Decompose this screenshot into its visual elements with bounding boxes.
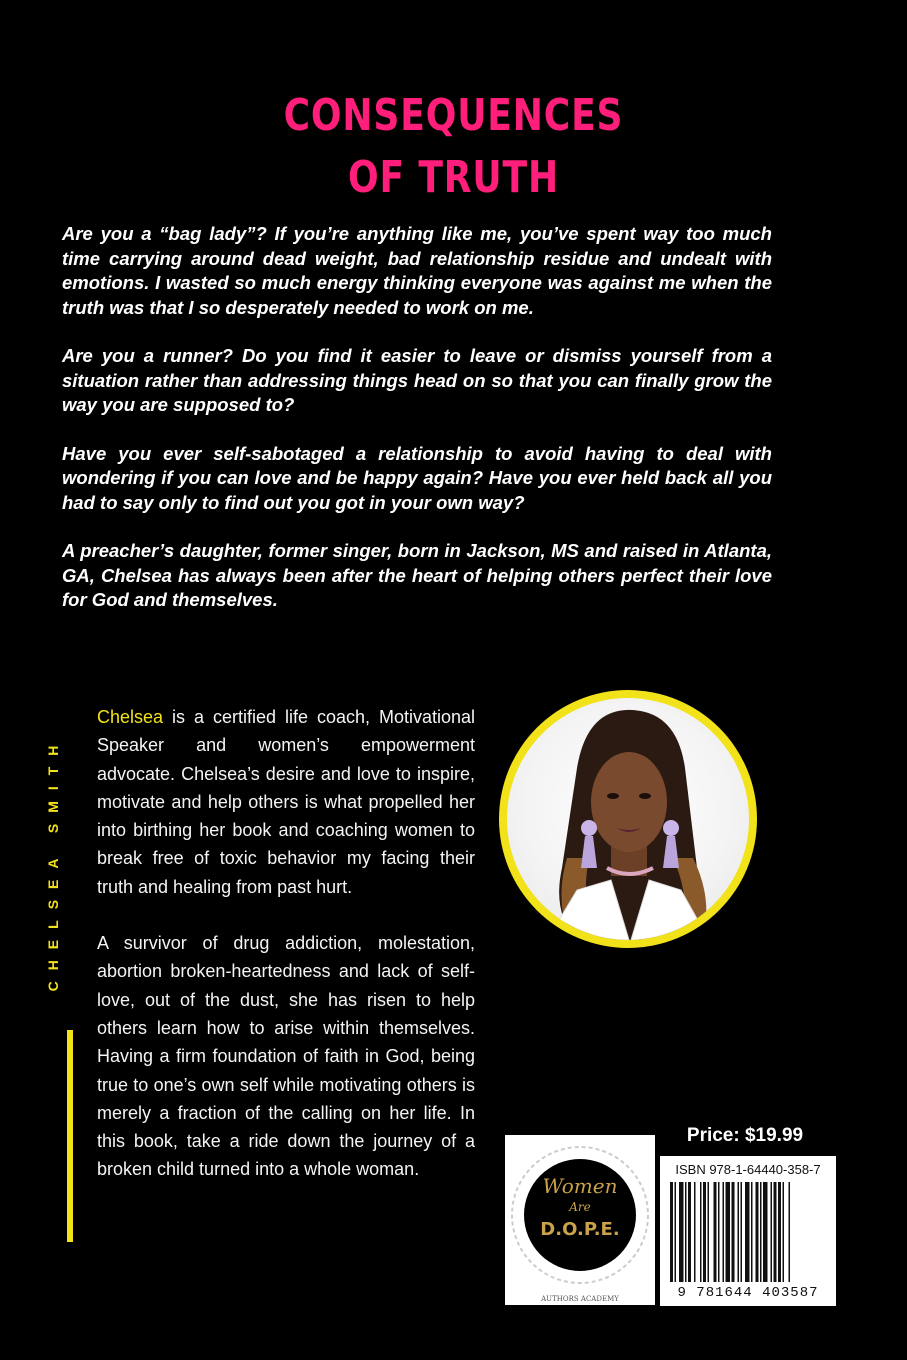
barcode-bar [723, 1182, 725, 1282]
barcode-bar [732, 1182, 735, 1282]
barcode-bar [679, 1182, 684, 1282]
blurb-paragraph: Are you a runner? Do you find it easier to leave or dismiss yourself from a situation rather than addressing things head on so that you can finally grow the way you are supposed to? [62, 345, 772, 415]
barcode-bar [778, 1182, 781, 1282]
barcode-bar [789, 1182, 791, 1282]
barcode-bar [714, 1182, 717, 1282]
price-label: Price: $19.99 [686, 1125, 804, 1146]
barcode-bar [774, 1182, 777, 1282]
barcode-bar [718, 1182, 720, 1282]
blurb-paragraph: Are you a “bag lady”? If you’re anything like me, you’ve spent way too much time carrying around dead weight, bad relationship residue and undealt with emotions. I wasted so much energy thinking everyone was against me when the truth was that I so desperately needed to work on me. [62, 223, 772, 318]
bio-paragraph-1-text: is a certified life coach, Motivational Speaker and women’s empowerment advocate. Chelsea’s desire and love to inspire, motivate and help others is what propelled her into birthing her book and coaching women to break free of toxic behavior my facing their truth and healing from past hurt. [97, 707, 475, 897]
author-bio [97, 703, 475, 1212]
barcode-bar [738, 1182, 740, 1282]
author-photo-frame [499, 690, 757, 948]
author-photo [507, 698, 749, 940]
author-vertical-name-text: CHELSEA SMITH [45, 734, 61, 992]
barcode-bar [694, 1182, 696, 1282]
book-title-line-2: OF TRUTH [348, 152, 559, 203]
bio-paragraph-1 [97, 703, 475, 901]
publisher-logo [505, 1135, 655, 1305]
barcode-bar [703, 1182, 706, 1282]
barcode-bar [726, 1182, 731, 1282]
book-title-line-1: CONSEQUENCES [283, 90, 624, 141]
logo-word-dope: D.O.P.E. [540, 1219, 620, 1240]
barcode-bar [741, 1182, 743, 1282]
barcode-bar [771, 1182, 773, 1282]
author-vertical-name [33, 703, 73, 1023]
logo-footer: AUTHORS ACADEMY [541, 1295, 619, 1303]
barcode-bar [700, 1182, 702, 1282]
barcode-digits: 9 781644 403587 [677, 1285, 819, 1301]
barcode-bar [708, 1182, 710, 1282]
bio-paragraph-2: A survivor of drug addiction, molestation, abortion broken-heartedness and lack of self-love, out of the dust, she has risen to help others learn how to arise within themselves. Having a firm foundation of faith in God, being true to one’s own self while motivating others is merely a fraction of the calling on her life. In this book, take a ride down the journey of a broken child turned into a whole woman. [97, 933, 475, 1180]
publisher-logo-panel [505, 1135, 655, 1305]
logo-word-are: Are [569, 1200, 591, 1214]
barcode-bar [760, 1182, 762, 1282]
barcode-bar [745, 1182, 750, 1282]
barcode-bar [675, 1182, 677, 1282]
author-name-highlight: Chelsea [97, 707, 164, 727]
barcode-bar [751, 1182, 753, 1282]
blurb-paragraph: A preacher’s daughter, former singer, born in Jackson, MS and raised in Atlanta, GA, Chelsea has always been after the heart of helping others perfect their love for God and themselves. [62, 540, 772, 610]
isbn-number: ISBN 978-1-64440-358-7 [675, 1162, 821, 1177]
barcode-bar [688, 1182, 691, 1282]
isbn-barcode-panel [660, 1156, 836, 1306]
barcode-bar [756, 1182, 759, 1282]
barcode-bar [763, 1182, 768, 1282]
barcode-bar [783, 1182, 785, 1282]
back-cover-blurb [62, 222, 772, 637]
barcode-graphic [660, 1156, 836, 1306]
barcode-bar [670, 1182, 673, 1282]
accent-bar [67, 1030, 73, 1242]
author-portrait-illustration [507, 698, 749, 940]
blurb-paragraph: Have you ever self-sabotaged a relationship to avoid having to deal with wondering if you can love and be happy again? Have you ever held back all you had to say only to find out you got in your own way? [62, 442, 772, 513]
logo-word-women: Women [542, 1174, 618, 1198]
barcode-bar [685, 1182, 687, 1282]
